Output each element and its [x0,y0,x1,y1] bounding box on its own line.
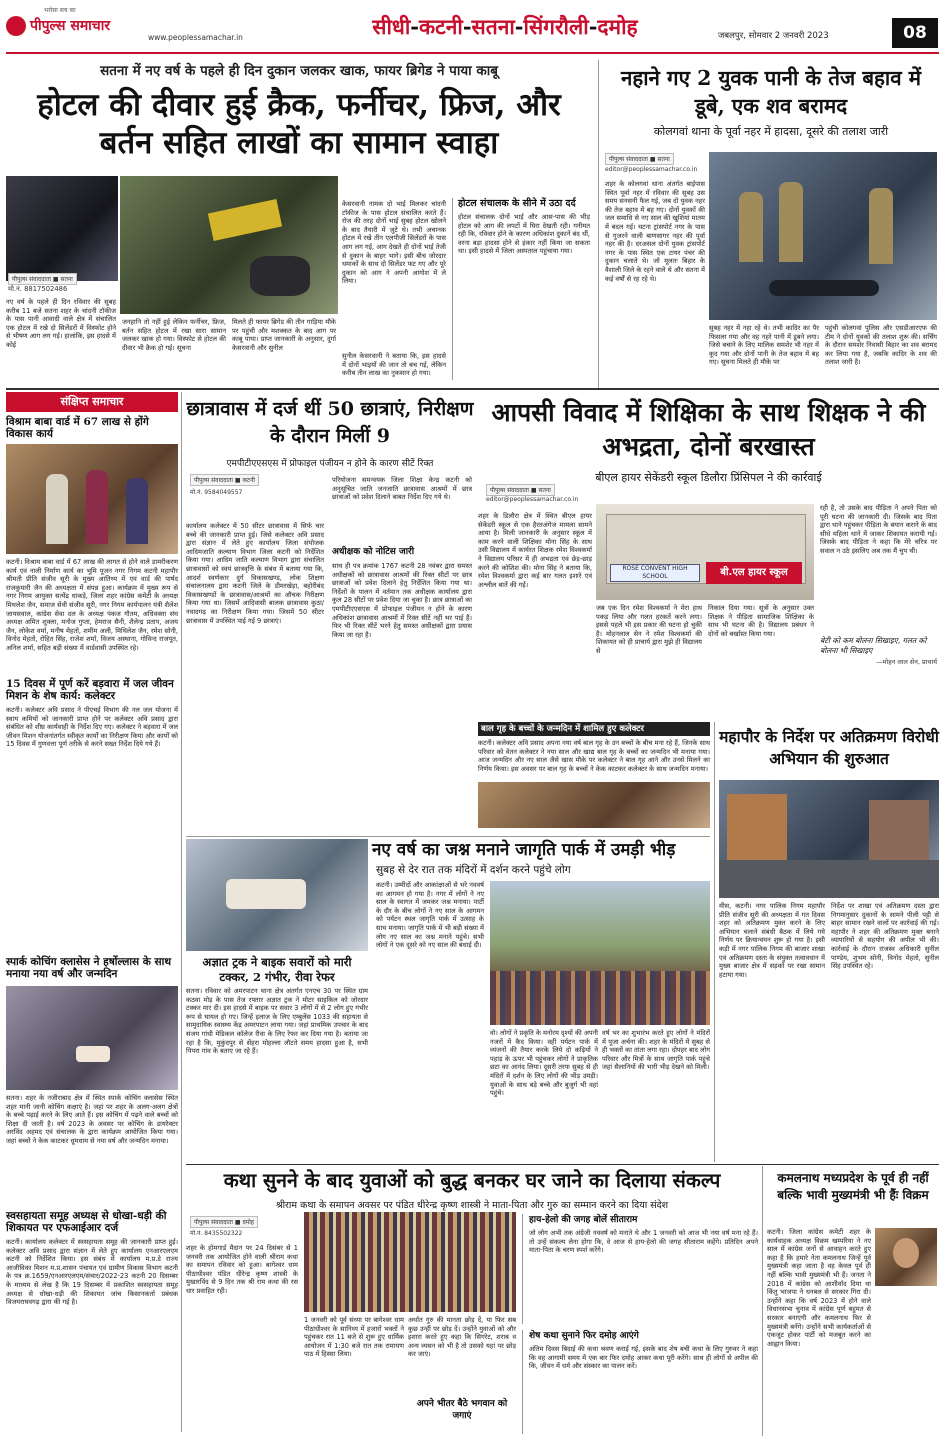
brief-2-title: 15 दिवस में पूर्ण करें बड़वारा में जल जीवन मिशन के शेष कार्य: कलेक्टर [6,678,174,702]
kamalnath-portrait [875,1228,937,1286]
shop-front [727,794,787,860]
katha-crowd-photo [304,1212,516,1312]
city-satna: सतना [471,14,515,39]
newyear-story [186,836,710,1162]
katha-byline: पीपुल्स संवाददाता ■ दमोह [190,1216,258,1228]
kamalnath-text-cont [767,1290,937,1432]
city-singrauli: सिंगरौली [523,14,589,39]
hotel-col3: मिलते ही फायर ब्रिगेड की तीन गाड़िया मौके पर पहुंची और मशक्कत के बाद आग पर काबू पाया। प्राप्त जानकारी के अनुसार, दुर्गा केसरवानी और सुनील [232,318,336,352]
quote-text: बेटी को कम बोलना सिखाइए, गलत को बोलना भी सिखाइए [820,636,927,655]
hostel-col1: कार्यालय कलेक्टर में 50 सीटर छात्रावास में सिर्फ चार बच्चे की जानकारी प्राप्त हुई। जिसे कलेक्टर अवि प्रसाद द्वारा संज्ञान में लेते हुए कार्यालय जिला संयोजक आदिमजाति कल्याण विभाग जिला कटनी को निर्देशित किया गया। आदिम जाति कल्याण विभाग द्वारा संचालित छात्रावासों को स्वयं छात्रवृत्ति के संबंध में बताया गया कि, आदर्श स्वर्णकार दुर्ग विकासखण्ड, लोक शिक्षण संचालनालय द्वारा कटनी जिले के डीमरखेड़ा, बहोरीबंद विकासखण्डों के छात्रावास/आश्रमों का औचक निरीक्षण किया गया था। जिसमें आदिवासी बालक छात्रावास कुठा/नवादगढ़ का निरीक्षण किया गया। जिसमें 50 सीटर छात्रावास में उपस्थित पाई गई 9 छात्राएं। [186,522,324,625]
person-figure [126,478,148,544]
katha-box2-text: अंतिम दिवस बिदाई की कथा श्रवण कराई गई, इसके बाद शेष बची कथा के लिए गुरुवर ने कहा कि वह आगामी समय में एक बार फिर दमोह आकर कथा पूरी करेंगे। साथ ही लोगों से अपील की कि, जीवन में धर्म और संस्कार का पालन करें। [529,1345,758,1371]
teacher-headline: आपसी विवाद में शिक्षिका के साथ शिक्षक ने की अभद्रता, दोनों बरखास्त [491,398,926,461]
hotel-story [6,60,592,390]
hotel-col5: सुनील केसरवानी ने बताया कि, इस हादसे में दोनों भाइयों की जान तो बच गई, लेकिन करीब तीन लाख का नुकसान हो गया। [342,352,446,378]
hotel-photo-fire [120,176,338,314]
brief-3-title: स्पार्क कोचिंग क्लासेस ने हर्षोल्लास के साथ मनाया नया वर्ष और जन्मदिन [6,956,172,980]
brief-3-photo [6,986,178,1090]
teacher-col4: रही है, तो उसके बाद पीड़िता ने अपने पिता को पूरी घटना की जानकारी दी। जिसके बाद पिता द्वारा थाने पहुंचकर पीड़िता के बयान कराने के बाद सीधे महिला थाने में जाकर शिकायत करायी गई। जिसके बाद पीड़िता ने कहा कि मेरे चरित्र पर सवाल न उठे इसलिए अब तक मैं चुप थी। [820,504,937,555]
hotel-headline: होटल की दीवार हुई क्रैक, फर्नीचर, फ्रिज, और बर्तन सहित लाखों का सामान स्वाहा [37,87,561,161]
school-photo [596,504,814,600]
patient [226,879,306,909]
childhome-text: कटनी। कलेक्टर अवि प्रसाद अपना नया वर्ष बाल गृह के उन बच्चों के बीच मना रहे हैं, जिनके साथ परिवार को वेतन कलेक्टर ने नया साल और खाद्य बाल गृह के बच्चों का जन्मदिन भी मनाया गया। आज जन्मदिन और नए साल जैसे खास मौके पर कलेक्टर ने बाल गृह आने और उनसे मिलने का निर्णय किया। इस अवसर पर बाल गृह के बच्चों ने केक काटकर कलेक्टर के साथ जन्मदिन मनाया। [478,739,710,773]
brief-1-photo [6,444,178,554]
katha-headline: कथा सुनने के बाद युवाओं को बुद्ध बनकर घर जाने का दिलाया संकल्प [223,1169,721,1192]
kamalnath-text: कटनी। जिला कांग्रेस कमेटी शहर के कार्यवाहक अध्यक्ष विक्रम खम्परिया ने नए साल में कांग्रेस जनों से आवाहन करते हुए कहा है कि हमारे नेता कमलनाथ जिन्हें पूर्व मुख्यमंत्री कहा जाता है वह केवल पूर्व ही नहीं बल्कि भावी मुख्यमंत्री भी हैं। जनता ने 2018 में कांग्रेस को आशीर्वाद दिया था किंतु भाजपा ने धनबल से सरकार गिरा दी। उन्होंने कहा कि वर्ष 2023 में होने वाले विधानसभा चुनाव में कांग्रेस पूर्ण बहुमत से सरकार बनाएगी और कमलनाथ फिर से मुख्यमंत्री बनेंगे। उन्होंने सभी कार्यकर्ताओं से एकजुट होकर पार्टी को मजबूत करने का आह्वान किया। [767,1228,871,1348]
section-rule [186,1164,939,1165]
body-on-ground [769,280,879,296]
accident-headline: अज्ञात ट्रक ने बाइक सवारों को मारी टक्कर, 2 गंभीर, रीवा रेफर [202,955,352,984]
teacher-story [478,392,939,722]
shop-front [869,800,929,860]
drown-sub: कोलगवां थाना के पूर्वा नहर में हादसा, दूसरे की तलाश जारी [653,125,889,138]
hostel-col2: परियोजना समन्वयक जिला शिक्षा केन्द्र कटनी को अनुसूचित जाति जनजाति छात्रावास आश्रमों में छात्र छात्राओं को प्रवेश दिलाने बाबत निर्देश दिए गये थे। [332,476,472,502]
city-sidhi: सीधी [372,14,411,39]
hotel-col2: जनहानि तो नहीं हुई लेकिन फर्नीचर, फ्रिज, बर्तन सहित होटल में रखा सारा सामान जलकर खाक हो गया। विस्फोट से होटल की दीवार भी क्रैक हो गई। सूचना [122,318,226,352]
brief-1-text: कटनी। विश्राम बाबा वार्ड में 67 लाख की लागत से होने वाले डामरीकरण कार्य एवं नाली निर्माण कार्य का भूमि पूजन नगर निगम कटनी महापौर श्रीमती प्रीति संजीव सूरी के मुख्य आतिथ्य में एवं वार्ड की पार्षद राजकुमारी जैन की अध्यक्षता में संपन्न हुआ। कार्यक्रम में मुख्य रूप से नगर निगम आयुक्त सत्येंद्र धाकड़े, जिला शहर कांग्रेस कमेटी के अध्यक्ष मिथलेश जैन, समाज सेवी संजीव सूरी, नगर निगम कार्यपालन यंत्री शैलेश जायसवाल, कांग्रेस सेवा दल के अध्यक्ष पंकज गौतम, अधिवक्ता संघ अध्यक्ष अमित शुक्ला, मनोज गुप्ता, हेमराज सैनी, शैलेन्द्र प्रताप, अजय जैन, लोकेश वर्मा, मनीष मेहतो, शमीम अली, मिथिलेश जैन, रमेश सोनी, विनोद मेहतो, रोहित सिंह, राजेश शर्मा, विजय अस्थाना, गोविन्द राजपूत, अनिल शर्मा, सहित बड़ी संख्या में वार्डवासी उपस्थित रहे। [6,558,178,652]
katha-box2-title: शेष कथा सुनाने फिर दमोह आएंगे [529,1331,639,1341]
masthead [0,0,945,58]
hotel-kicker: सतना में नए वर्ष के पहले ही दिन दुकान जलकर खाक, फायर ब्रिगेड ने पाया काबू [100,63,498,79]
accident-text: सतना। रविवार को अमरपाटन थाना क्षेत्र अंतर्गत एनएच 30 पर स्थित ग्राम कठवा मोड़ के पास तेज रफ्तार अज्ञात ट्रक ने मोटर साइकिल को जोरदार टक्कर मार दी। इस हादसे में बाइक पर सवार 3 लोगों में से 2 लोग हुए गंभीर रूप से घायल हो गए। जिन्हें इलाज के लिए एम्बुलेंस 1033 की सहायता से सामुदायिक स्वास्थ्य केंद्र अमरपाटन लाया गया। जहां प्राथमिक उपचार के बाद संजय गांधी मेडिकल कॉलेज रीवा के लिए रेफर कर दिया गया है। बताया जा रहा है कि, मुकुंदपुर से सेंहरा मोहल्ला लौटते समय हादसा हुआ है, सभी पिपरा गांव के बताए जा रहे हैं। [186,987,368,1056]
kamalnath-headline: कमलनाथ मध्यप्रदेश के पूर्व ही नहीं बल्कि भावी मुख्यमंत्री भी हैंः विक्रम [777,1171,929,1202]
city-katni: कटनी [419,14,463,39]
dateline: जबलपुर, सोमवार 2 जनवरी 2023 [718,31,829,41]
katha-box-title: हाय-हेलो की जगह बोलें सीताराम [529,1215,638,1225]
police-figure [869,188,893,264]
hotel-col4: केसरवानी नामक दो भाई मिलकर चांदनी टॉकीज के पास होटल संचालित करते हैं। रोज की तरह दोनों भाई सुबह होटल खोलने के बाद तैयारी में जुटे थे। तभी अचानक होटल में रखे तीन एलपीजी सिलेंडरों के पास आग लग गई, आग देखते ही दोनों भाई तेजी से दुकान के बाहर भागे। इसी बीच जोरदार धमाकों के साथ दो सिलेंडर फट गए और पूरे दुकान को आग ने अपनी आगोश में ले लिया। [342,200,446,286]
hostel-sub: एमपीटीएएसएस में प्रोफाइल पंजीयन न होने के कारण सीटें रिक्त [226,459,434,469]
mayor-headline: महापौर के निर्देश पर अतिक्रमण विरोधी अभियान की शुरुआत [719,727,939,768]
police-figure [779,182,803,262]
newyear-col2: वर्ष भर का शुभारंभ करते हुए लोगों ने मंदिरों में पूजा अर्चना की। शहर के मंदिरों में सुबह से ही भक्तों का तांता लगा रहा। दोपहर बाद लोग परिवार और मित्रों के साथ जागृति पार्क पहुंचे जहां सैलानियों की भारी भीड़ देखने को मिली। [602,1029,710,1072]
katha-mobile: मो.नं. 8435502322 [190,1230,243,1237]
park-photo [490,881,710,1025]
childhome-story [478,722,710,832]
teacher-quote [820,636,937,676]
person-figure [46,474,68,544]
teacher-col1: शहर के डिलौरा क्षेत्र में स्थित बीएल हायर सेकेंडरी स्कूल से एक हैरतअंगेज मामला सामने आया है। मिली जानकारी के अनुसार स्कूल में काम करने वाली शिक्षिका मोना सिंह के साथ उसी विद्यालय में कार्यरत शिक्षक रमेश विश्वकर्मा ने विद्यालय परिसर में ही अभद्रता एवं छेड़-छाड़ करने की कोशिश की। मोना सिंह ने बताया कि, रमेश विश्वकर्मा द्वारा कई बार गलत इशारे एवं अश्लील बातें की गईं। [478,512,592,589]
hostel-headline: छात्रावास में दर्ज थीं 50 छात्राएं, निरीक्षण के दौरान मिलीं 9 [186,398,474,447]
katha-box-text: जो लोग अभी तक अंग्रेजी नववर्ष को मनाते थे और 1 जनवरी को आज भी नया वर्ष मना रहे हैं। तो उन्हें संकल्प लेना होगा कि, वे आज से हाय-हेलो की जगह सीताराम कहेंगे। प्रतिदिन अपने माता-पिता के चरण स्पर्श करेंगे। [529,1229,758,1255]
column-divider [181,392,182,1432]
mayor-col2: निर्देश पर शाखा एवं अतिक्रमण दस्ता द्वारा निगमानुसार दुकानों के सामने पीली पट्टी से बाहर सामान रखने वालों पर कार्रवाई की गई। महापौर ने शहर की अतिक्रमण मुक्त बनाने व्यापारियों से सहयोग की अपील भी की। कार्रवाई के दौरान राजस्व अधिकारी सुनील पाण्डेय, शुभम सोनी, विनोद मेहतो, सुनील सिंह उपस्थित रहे। [831,902,939,971]
drown-photo [709,152,937,320]
newyear-col3: वो। लोगों ने प्रकृति के मनोरम दृश्यों की अपनी नजरों में कैद किया। वहीं पर्यटन पार्क में व्यंजनों की तैयार करके लिये दो कढ़ियों ने पहाड़ के ऊपर भी पहुंचकर लोगों ने प्राकृतिक छटा का आनंद लिया। दूसरी तरफ सुबह से ही मंदिरों में दर्शन के लिए लोगों की भीड़ उमड़ी। युवाओं के साथ बड़े बच्चे और बुजुर्ग भी वहां पहुंचे। [490,1029,598,1098]
hospital-photo [186,839,368,951]
city-damoh: दमोह [597,14,638,39]
logo [6,14,146,40]
teacher-col2: जब एक दिन रमेश विश्वकर्मा ने मेरा हाथ पकड़ लिया और गलत हरकतें करने लगा। इससे पहले भी इस प्रकार की घटना हो चुकी है। मोहनलाल सेन ने रमेश विश्वकर्मा की शिकायत को ही प्राचार्य द्वारा मुझे ही विद्यालय से [596,604,702,655]
childhome-headline: बाल गृह के बच्चों के जन्मदिन में शामिल हुए कलेक्टर [478,722,710,736]
mayor-col1: मीस, कटनी। नगर पालिक निगम महापौर प्रीति संजीव सूरी की अध्यक्षता में गत दिवस शहर को अतिक्रमण मुक्त करने के लिए अभियान चलाने संबंधी बैठक में लिये गये निर्णय पर क्रियान्वयन शुरू हो गया है। इसी कड़ी में नगर पालिक निगम की बाजार शाखा एवं अतिक्रमण दस्ता के संयुक्त तत्वावधान में मुख्य बाजार क्षेत्र में सड़कों पर रखा सामान हटाया गया। [719,902,825,979]
drown-story [598,60,939,390]
drown-email[interactable]: editor@peoplessamachar.co.in [605,166,698,173]
hostel-byline: पीपुल्स संवाददाता ■ कटनी [190,474,259,486]
logo-icon [6,16,26,36]
drown-col3: पहुंची कोलगवां पुलिस और एसडीआरएफ की टीम ने दोनों युवकों की तलाश शुरू की। सर्चिंग के दौरान समशेर निवासी बिहार का शव बरामद कर लिया गया है, जबकि कादिर के शव की तलाश जारी है। [825,324,937,367]
mayor-story [714,722,939,1162]
teacher-col3: निकाल दिया गया। सूत्रों के अनुसार उक्त शिक्षक ने पीड़िता सामाजिक शिक्षिका के साथ भी घटना की है। विद्यालय प्रबंधन ने दोनों को बर्खास्त किया गया। [708,604,814,638]
hostel-mobile: मो.नं. 9584049557 [190,489,243,496]
newyear-col1: कटनी। उम्मीदों और आकांक्षाओं से भरे नववर्ष का आगमन हो गया है। नगर में लोगों ने नए साल के स्वागत में जमकर जश्न मनाया। पार्टी के दौर के बीच लोगों ने नए साल के आगमन को पर्यटन स्थल जागृति पार्क में उत्साह के साथ मनाया। जागृति पार्क में भी बड़ी संख्या में लोग नए साल का जश्न मनाने पहुंचे। सभी लोगों ने एक दूसरे को नए साल की बधाई दी। [376,881,484,950]
site-url[interactable]: www.peoplessamachar.in [148,33,243,42]
page-number: 08 [892,18,938,48]
section-rule [6,388,939,390]
police-figure [739,192,763,262]
kamalnath-story [762,1166,939,1436]
brief-1-title: विश्राम बाबा वार्ड में 67 लाख से होंगे विकास कार्य [6,416,149,440]
person-figure [86,470,108,544]
brief-4-text: कटनी। कार्यालय कलेक्टर में स्वसहायता समूह की जानकारी प्राप्त हुई। कलेक्टर अवि प्रसाद द्वारा संज्ञान में लेते हुए कार्यालय एनआरएलएम कटनी को निर्देशित किया। इस संबंध में कार्यालय म.प्र.डे राज्य आजीविका मिशन म.प्र.शासन पंचायत एवं ग्रामीण विकास विभाग कटनी के पत्र क्र.1659/एनआरएलएम/संचार/2022-23 कटनी 20 दिसम्बर के माध्यम से लेख है कि 19 दिसम्बर में प्रकाशित स्वसहायता समूह अध्यक्ष से धोखा-धड़ी की शिकायत जांच किसानकर्ता प्रबंधक विजयराघवगढ़ द्वारा की गई है। [6,1238,178,1307]
katha-col2: 1 जनवरी को पूर्व संध्या पर बागेश्वर धाम पीठाधीश्वर के सानिध्य में हजारों भक्तों ने पहुंचकर रात 11 बजे से शुरू हुए धार्मिक आयोजन में 1:30 बजे रात तक रामायण पाठ में हिस्सा लिया। [304,1316,404,1359]
drown-headline: नहाने गए 2 युवक पानी के तेज बहाव में डूबे, एक शव बरामद [620,66,922,118]
hotel-box-text: होटल संचालक दोनों भाई और आस-पास की भीड़ होटल को आग की लपटों में घिरा देखती रही। गनीमत रही कि, रविवार होने के कारण अधिकांश दुकानें बंद थीं, वरना बड़ा हादसा होने से इंकार नहीं किया जा सकता था। इसी हादसे में जिला अस्पताल पहुंचाया गया। [458,213,590,256]
brief-3-text: सतना। शहर के नजीराबाद क्षेत्र में स्थित स्पार्क कोचिंग क्लासेस स्थित शहर मानी जानी कोचिंग कक्षाएं है। जहां पर शहर के अलग-अलग क्षेत्रों के बच्चे पढ़ाई करने के लिए आते हैं। इस कोचिंग में पढ़ने वाले बच्चों को शिक्षा दी जाती है। वर्ष 2023 के अवसर पर कोचिंग के डायरेक्टर अरविंद अहमद एवं संचालक के द्वारा कार्यक्रम आयोजित किया गया। जहां बच्चों ने केक काटकर धूमधाम से नया वर्ष और जन्मदिन मनाया। [6,1094,178,1145]
katha-col1: शहर के होमगार्ड मैदान पर 24 दिसंबर से 1 जनवरी तक आयोजित होने वाली श्रीराम कथा का समापन रविवार को हुआ। बागेश्वर धाम पीठाधीश्वर पंडित धीरेन्द्र कृष्ण शास्त्री के मुखारविंद से 9 दिन तक श्री राम कथा की रस धार प्रवाहित रही। [186,1244,298,1295]
logo-text: पीपुल्स समाचार [30,18,111,34]
teacher-sub: बीएल हायर सेकेंडरी स्कूल डिलौरा प्रिंसिपल ने की कार्रवाई [595,471,822,484]
katha-box-1 [522,1214,758,1324]
quote-by: —मोहन लाल सेन, प्राचार्य [876,658,937,666]
hotel-byline: पीपुल्स संवाददाता ■ सतना [8,273,77,285]
hotel-photo-left [6,176,118,281]
city-band: सीधी-कटनी-सतना-सिंगरौली-दमोह [372,14,638,39]
melted-crate [208,199,282,241]
road [719,860,939,898]
brief-column [6,392,178,1432]
katha-sub: श्रीराम कथा के समापन अवसर पर पंडित धीरेन्द्र कृष्ण शास्त्री ने माता-पिता और गुरु का सम्मान करने का दिया संदेश [275,1200,669,1211]
katha-story [186,1166,758,1436]
hotel-sidebox [452,198,590,380]
mayor-photo [719,780,939,898]
brief-4-title: स्वसहायता समूह अध्यक्ष से धोखा-धड़ी की शिकायत पर एफआईआर दर्ज [6,1210,167,1234]
newyear-sub: सुबह से देर रात तक मंदिरों में दर्शन करने पहुंचे लोग [376,864,571,876]
brief-section-header: संक्षिप्त समाचार [6,392,178,412]
newyear-headline: नए वर्ष का जश्न मनाने जागृति पार्क में उमड़ी भीड़ [372,840,676,860]
katha-sub2: अपने भीतर बैठे भगवान को जगाएं [416,1399,508,1421]
crowd [490,971,710,1025]
hostel-story [186,392,474,762]
katha-col3: अर्थात गुरु की मानता छोड़ दें, या फिर सब कुछ उन्हीं पर छोड़ दें। उन्होंने युवाओं को और इशारा करते हुए कहा कि सिगरेट, शराब व अन्य व्यसन को भी है तो उसको यहां पर छोड़ कर जाएं। [408,1316,516,1359]
teacher-email[interactable]: editor@peoplessamachar.co.in [486,496,579,503]
hotel-mobile: मो.नं. 8817502486 [8,285,68,293]
face [893,1238,919,1268]
hostel-col3: साथ ही पत्र क्रमांक 1767 कटनी 28 नवंबर द्वारा समस्त अधीक्षकों को छात्रावास आश्रमों की रिक्त सीटों पर छात्र छात्राओं को प्रवेश दिलाने हेतु निर्देशित किया गया था। निर्देशों के पालन में वर्तमान तक अधीक्षक कार्यालय द्वारा कुल 28 सीटों पर प्रवेश दिया जा चुका है। छात्र छात्राओं का एमपीटीएएसएस में प्रोफाइल पंजीयन न होने के कारण अधिकांश छात्रावास आश्रमों में रिक्त सीटें नहीं भर पाई हैं। फिर भी रिक्त सीटें भरने हेतु समस्त अधीक्षकों द्वारा प्रयास किया जा रहा है। [332,562,472,639]
drown-col1: शहर के कोलगवां थाना अंतर्गत बाईपास स्थित पूर्वा नहर में रविवार की सुबह उस समय सनसनी फैल गई, जब दो युवक नहर की तेज बहाव में बह गए। दोनों युवकों की जल समाधि से नए साल की खुशियां मातम में बदल गई। घटना ट्रांसपोर्ट नगर के पास से गुजरने वाली बाणसागर नहर की पूर्वा नहर की है। दरअसल दोनों युवक ट्रांसपोर्ट नगर के पास स्थित एक टायर पंचर की दुकान चलाते थे। जो मूलतः बिहार के वैशाली जिले के रहने वाले थे और सतना में कई वर्षों से रह रहे थे। [605,180,705,283]
teacher-byline: पीपुल्स संवाददाता ■ सतना [486,484,555,496]
childhome-photo [478,782,710,828]
hostel-sub2: अधीक्षक को नोटिस जारी [332,547,415,557]
hotel-box-title: होटल संचालक के सीने में उठा दर्द [458,198,576,209]
masthead-rule [6,52,939,54]
brief-2-text: कटनी। कलेक्टर अवि प्रसाद ने पीएचई विभाग की नल जल योजना में स्थाय कमियों को जानकारी प्राप्त होने पर कलेक्टर अवि प्रसाद द्वारा संबंधित को शीघ्र कार्यवाही के निर्देश दिए गए। कलेक्टर ने बड़वारा में जल जीवन मिशन योजनांतर्गत स्वीकृत कार्यों का निरीक्षण किया और कार्यों को 15 दिवस में गुणवत्ता पूर्ण तरीके से करने सख्त निर्देश दिये गये हैं। [6,706,178,749]
logo-tagline: भरोसा सच का [44,7,76,14]
school-sign-2: बी.एल हायर स्कूल [706,562,802,584]
drown-col2: सुबह नहर में नहा रहे थे। तभी कादिर का पैर फिसला गया और वह नहरे पानी में डूबने लगा। जिसे बचाने के लिए मालिक समशेर भी नहर में कूद गया और दोनों पानी के तेज बहाव में बह गए। सूचना मिलते ही मौके पर [709,324,819,367]
drown-byline: पीपुल्स संवाददाता ■ सतना [605,153,674,165]
debris [250,256,310,296]
cake [76,1046,110,1062]
school-sign-1: ROSE CONVENT HIGH SCHOOL [610,564,700,582]
hotel-col1: नए वर्ष के पहले ही दिन रविवार की सुबह करीब 11 बजे सतना शहर के चांदनी टॉकीज के पास पानी आवादी वाले क्षेत्र में संचालित एक होटल में रखे दो सिलेंडरों में विस्फोट होने से भीषण आग लग गई। हालांकि, इस हादसे में कोई [6,298,116,349]
katha-box-2 [522,1330,758,1434]
